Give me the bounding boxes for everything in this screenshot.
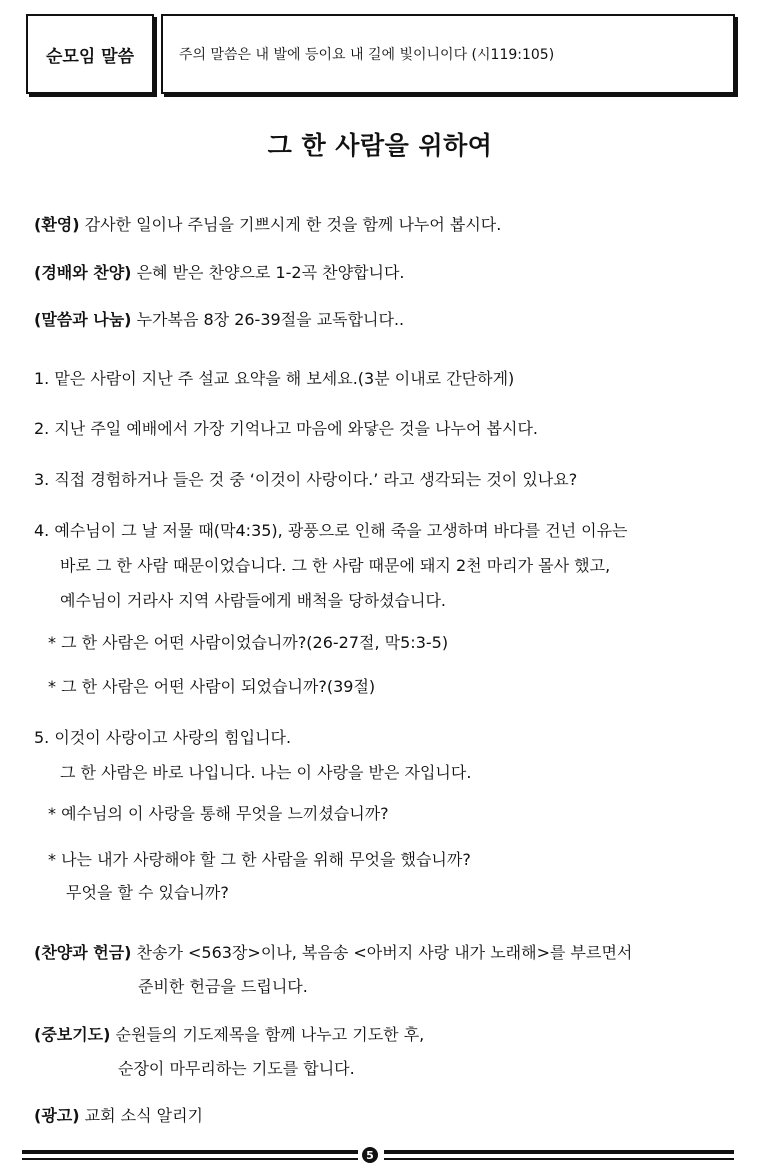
question-5-sub-2: * 나는 내가 사랑해야 할 그 한 사람을 위해 무엇을 했습니까? <box>48 850 471 869</box>
question-2: 2. 지난 주일 예배에서 가장 기억나고 마음에 와닿은 것을 나누어 봅시다. <box>34 419 538 438</box>
offering-label: (찬양과 헌금) <box>34 943 132 962</box>
question-5-line-1: 5. 이것이 사랑이고 사랑의 힘입니다. <box>34 728 292 747</box>
question-5-line-2: 그 한 사람은 바로 나입니다. 나는 이 사랑을 받은 자입니다. <box>60 763 472 782</box>
notice-label: (광고) <box>34 1106 80 1125</box>
word-label: (말씀과 나눔) <box>34 310 132 329</box>
header-label-box <box>26 14 154 94</box>
notice-line <box>34 1103 203 1126</box>
welcome-text: 감사한 일이나 주님을 기쁘시게 한 것을 함께 나누어 봅시다. <box>79 215 502 234</box>
question-3: 3. 직접 경험하거나 들은 것 중 ‘이것이 사랑이다.’ 라고 생각되는 것이 있나요? <box>34 470 578 489</box>
footer-rule-left <box>22 1150 358 1154</box>
question-4-line-2: 바로 그 한 사람 때문이었습니다. 그 한 사람 때문에 돼지 2천 마리가 몰사 했고, <box>60 556 611 575</box>
footer-rule-right-thin <box>384 1158 734 1160</box>
page-number: 5 <box>362 1147 378 1163</box>
header-verse: 주의 말씀은 내 발에 등이요 내 길에 빛이니이다 (시119:105) <box>179 47 555 63</box>
prayer-line <box>34 1022 424 1045</box>
question-4-sub-1: * 그 한 사람은 어떤 사람이었습니까?(26-27절, 막5:3-5) <box>48 633 449 652</box>
header-label: 순모임 말씀 <box>45 46 135 67</box>
worship-text: 은혜 받은 찬양으로 1-2곡 찬양합니다. <box>131 263 405 282</box>
question-4-line-3: 예수님이 거라사 지역 사람들에게 배척을 당하셨습니다. <box>60 591 447 610</box>
welcome-label: (환영) <box>34 215 80 234</box>
footer-rule-right <box>384 1150 734 1154</box>
offering-text: 찬송가 <563장>이나, 복음송 <아버지 사랑 내가 노래해>를 부르면서 <box>131 943 633 962</box>
notice-text: 교회 소식 알리기 <box>79 1106 203 1125</box>
worship-label: (경배와 찬양) <box>34 263 132 282</box>
footer-rule-left-thin <box>22 1158 358 1160</box>
page-title: 그 한 사람을 위하여 <box>267 131 493 160</box>
worship-line <box>34 260 405 283</box>
word-text: 누가복음 8장 26-39절을 교독합니다.. <box>131 310 405 329</box>
header-verse-box <box>161 14 735 94</box>
question-4-sub-2: * 그 한 사람은 어떤 사람이 되었습니까?(39절) <box>48 677 376 696</box>
word-line <box>34 307 404 330</box>
prayer-text: 순원들의 기도제목을 함께 나누고 기도한 후, <box>110 1025 425 1044</box>
offering-line-2: 준비한 헌금을 드립니다. <box>138 977 308 996</box>
question-5-sub-2-cont: 무엇을 할 수 있습니까? <box>66 883 229 902</box>
prayer-label: (중보기도) <box>34 1025 111 1044</box>
offering-line <box>34 940 632 963</box>
question-1: 1. 맡은 사람이 지난 주 설교 요약을 해 보세요.(3분 이내로 간단하게) <box>34 369 515 388</box>
question-4-line-1: 4. 예수님이 그 날 저물 때(막4:35), 광풍으로 인해 죽을 고생하며 바다를 건넌 이유는 <box>34 521 628 540</box>
welcome-line <box>34 212 501 235</box>
question-5-sub-1: * 예수님의 이 사랑을 통해 무엇을 느끼셨습니까? <box>48 804 389 823</box>
prayer-line-2: 순장이 마무리하는 기도를 합니다. <box>118 1059 355 1078</box>
